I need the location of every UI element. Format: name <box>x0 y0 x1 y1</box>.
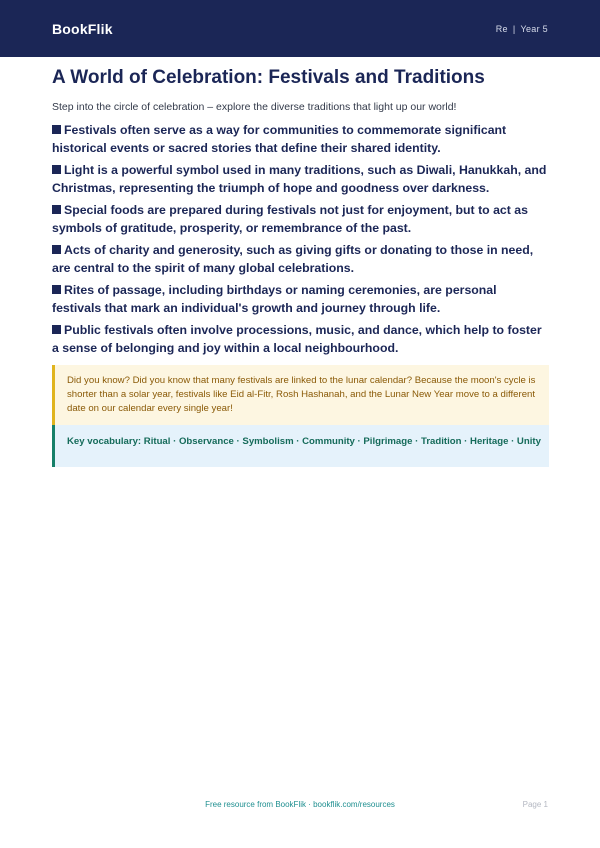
year-label: Year 5 <box>520 23 548 34</box>
square-bullet-icon <box>52 165 61 174</box>
key-point-text: Festivals often serve as a way for communities to commemorate significant historical events or sacred stories that define their shared identity. <box>52 123 507 155</box>
meta-separator: | <box>512 23 516 34</box>
square-bullet-icon <box>52 245 61 254</box>
key-point-text: Public festivals often involve processions, music, and dance, which help to foster a sense of belonging and joy within a local neighbourhood. <box>52 323 542 355</box>
key-point <box>52 242 549 277</box>
brand-logo-text[interactable]: BookFlik <box>52 20 113 37</box>
key-point <box>52 282 549 317</box>
square-bullet-icon <box>52 325 61 334</box>
subject-label: Re <box>495 23 508 34</box>
key-point <box>52 322 549 357</box>
square-bullet-icon <box>52 125 61 134</box>
main-content <box>52 65 549 467</box>
footer-credit-link[interactable]: Free resource from BookFlik · bookflik.com/resources <box>205 800 395 809</box>
key-points-list <box>52 122 549 357</box>
page-footer <box>0 800 600 814</box>
square-bullet-icon <box>52 205 61 214</box>
key-point-text: Special foods are prepared during festivals not just for enjoyment, but to act as symbols of gratitude, prosperity, or remembrance of the past. <box>52 203 528 235</box>
square-bullet-icon <box>52 285 61 294</box>
page-title: A World of Celebration: Festivals and Traditions <box>52 67 485 88</box>
page-number: Page 1 <box>522 800 548 809</box>
key-point-text: Light is a powerful symbol used in many traditions, such as Diwali, Hanukkah, and Christmas, representing the triumph of hope and goodness over darkness. <box>52 163 547 195</box>
header-bar <box>0 0 600 57</box>
key-point <box>52 122 549 157</box>
intro-text: Step into the circle of celebration – explore the diverse traditions that light up our world! <box>52 101 457 113</box>
key-point-text: Acts of charity and generosity, such as giving gifts or donating to those in need, are central to the spirit of many global celebrations. <box>52 243 534 275</box>
did-you-know-callout: Did you know? Did you know that many festivals are linked to the lunar calendar? Because the moon's cycle is shorter than a solar year, festivals like Eid al-Fitr, Rosh Hashanah, and the Lunar New Year move to a different date on our calendar every single year! <box>52 365 549 425</box>
subject-year-label <box>496 24 548 34</box>
key-point-text: Rites of passage, including birthdays or naming ceremonies, are personal festivals that mark an individual's growth and journey through life. <box>52 283 497 315</box>
key-point <box>52 202 549 237</box>
key-point <box>52 162 549 197</box>
key-vocabulary-box: Key vocabulary: Ritual · Observance · Symbolism · Community · Pilgrimage · Tradition · Heritage · Unity <box>52 425 549 467</box>
